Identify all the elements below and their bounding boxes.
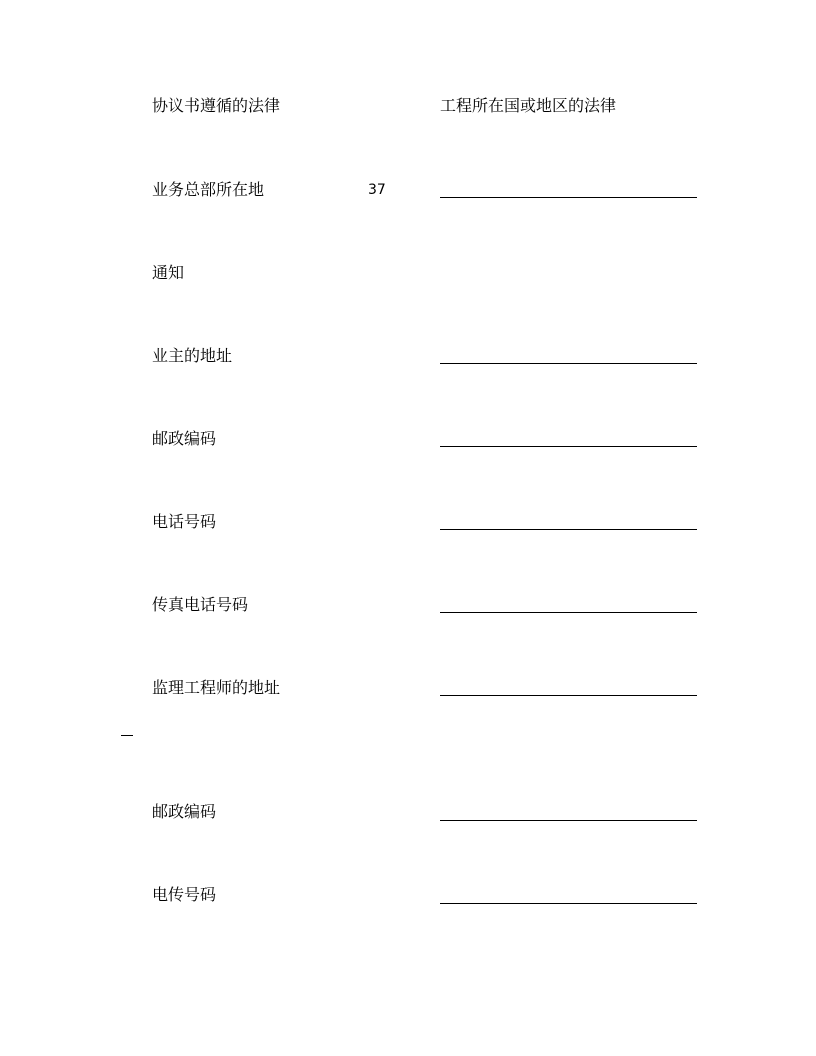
margin-dash-mark — [121, 735, 133, 736]
notice-heading: 通知 — [152, 263, 185, 282]
employer-address-label: 业主的地址 — [152, 346, 233, 365]
engineer-address-label: 监理工程师的地址 — [152, 678, 281, 697]
engineer-postcode-label: 邮政编码 — [152, 802, 217, 821]
employer-phone-label: 电话号码 — [152, 512, 217, 531]
employer-phone-blank-line[interactable] — [440, 529, 697, 530]
engineer-telex-blank-line[interactable] — [440, 903, 697, 904]
employer-fax-blank-line[interactable] — [440, 612, 697, 613]
business-hq-blank-line[interactable] — [440, 197, 697, 198]
governing-law-value: 工程所在国或地区的法律 — [440, 96, 617, 115]
employer-address-blank-line[interactable] — [440, 363, 697, 364]
engineer-address-blank-line[interactable] — [440, 695, 697, 696]
business-hq-label: 业务总部所在地 — [152, 180, 265, 199]
employer-postcode-label: 邮政编码 — [152, 429, 217, 448]
governing-law-label: 协议书遵循的法律 — [152, 96, 281, 115]
employer-fax-label: 传真电话号码 — [152, 595, 249, 614]
business-hq-clause-number: 37 — [368, 182, 386, 198]
employer-postcode-blank-line[interactable] — [440, 446, 697, 447]
engineer-telex-label: 电传号码 — [152, 885, 217, 904]
engineer-postcode-blank-line[interactable] — [440, 820, 697, 821]
